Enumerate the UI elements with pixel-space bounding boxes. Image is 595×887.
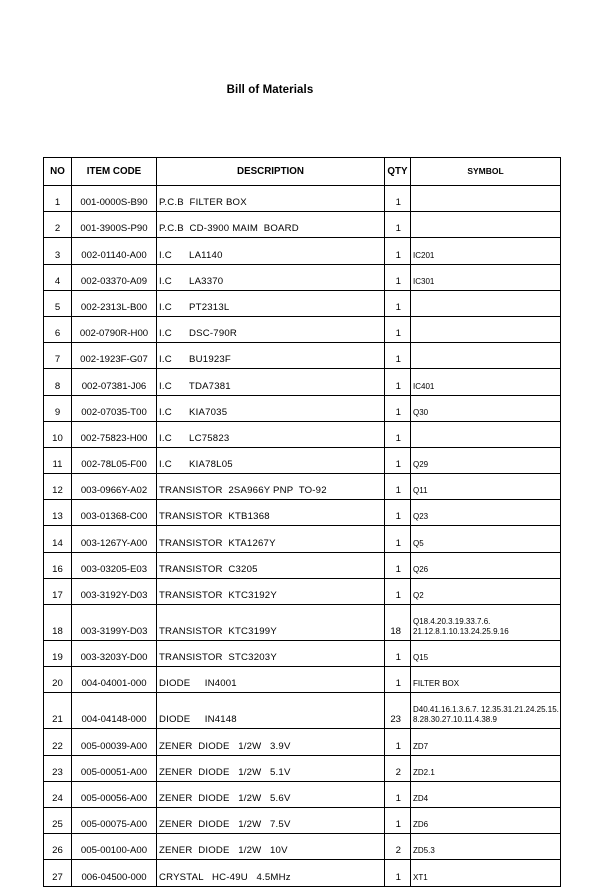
- cell-description: I.C LA1140: [157, 238, 385, 264]
- cell-item-code: 004-04001-000: [72, 667, 157, 693]
- cell-qty: 1: [385, 552, 411, 578]
- cell-item-code: 002-78L05-F00: [72, 447, 157, 473]
- cell-item-code: 002-03370-A09: [72, 264, 157, 290]
- cell-qty: 1: [385, 667, 411, 693]
- cell-description: I.C KIA78L05: [157, 447, 385, 473]
- cell-no: 27: [44, 860, 72, 886]
- cell-symbol: ZD5.3: [411, 834, 561, 860]
- cell-symbol: Q30: [411, 395, 561, 421]
- table-header-row: [44, 158, 561, 186]
- cell-symbol: ZD6: [411, 807, 561, 833]
- cell-qty: 1: [385, 526, 411, 552]
- cell-symbol: [411, 212, 561, 238]
- cell-symbol: [411, 316, 561, 342]
- cell-qty: 1: [385, 369, 411, 395]
- cell-description: DIODE IN4148: [157, 693, 385, 729]
- table-row: [44, 186, 561, 212]
- cell-symbol: D40.41.16.1.3.6.7. 12.35.31.21.24.25.15. 8.28.30.27.10.11.4.38.9: [411, 693, 561, 729]
- cell-description: I.C DSC-790R: [157, 316, 385, 342]
- cell-no: 21: [44, 693, 72, 729]
- table-row: [44, 447, 561, 473]
- cell-item-code: 002-0790R-H00: [72, 316, 157, 342]
- cell-item-code: 001-3900S-P90: [72, 212, 157, 238]
- cell-item-code: 005-00100-A00: [72, 834, 157, 860]
- cell-no: 1: [44, 186, 72, 212]
- bill-of-materials-table: [43, 157, 561, 887]
- cell-qty: 1: [385, 641, 411, 667]
- cell-no: 11: [44, 447, 72, 473]
- cell-description: I.C LC75823: [157, 421, 385, 447]
- table-row: [44, 807, 561, 833]
- cell-symbol: IC301: [411, 264, 561, 290]
- cell-item-code: 002-07035-T00: [72, 395, 157, 421]
- cell-no: 22: [44, 729, 72, 755]
- cell-item-code: 003-0966Y-A02: [72, 474, 157, 500]
- table-row: [44, 526, 561, 552]
- cell-no: 19: [44, 641, 72, 667]
- cell-qty: 1: [385, 316, 411, 342]
- cell-no: 6: [44, 316, 72, 342]
- cell-qty: 1: [385, 343, 411, 369]
- cell-qty: 1: [385, 395, 411, 421]
- cell-item-code: 004-04148-000: [72, 693, 157, 729]
- cell-description: I.C PT2313L: [157, 290, 385, 316]
- cell-symbol: Q2: [411, 578, 561, 604]
- cell-item-code: 003-1267Y-A00: [72, 526, 157, 552]
- cell-qty: 18: [385, 605, 411, 641]
- header-item-code: ITEM CODE: [72, 158, 157, 186]
- cell-item-code: 003-03205-E03: [72, 552, 157, 578]
- cell-symbol: Q23: [411, 500, 561, 526]
- cell-qty: 2: [385, 834, 411, 860]
- cell-symbol: Q26: [411, 552, 561, 578]
- table-row: [44, 212, 561, 238]
- cell-no: 26: [44, 834, 72, 860]
- cell-symbol: ZD4: [411, 781, 561, 807]
- table-row: [44, 290, 561, 316]
- cell-item-code: 005-00039-A00: [72, 729, 157, 755]
- cell-description: TRANSISTOR KTC3199Y: [157, 605, 385, 641]
- cell-no: 25: [44, 807, 72, 833]
- cell-symbol: [411, 186, 561, 212]
- cell-no: 4: [44, 264, 72, 290]
- cell-no: 23: [44, 755, 72, 781]
- cell-qty: 1: [385, 729, 411, 755]
- cell-no: 12: [44, 474, 72, 500]
- cell-description: I.C TDA7381: [157, 369, 385, 395]
- cell-symbol: [411, 421, 561, 447]
- table-row: [44, 395, 561, 421]
- cell-qty: 1: [385, 421, 411, 447]
- cell-qty: 1: [385, 500, 411, 526]
- cell-description: TRANSISTOR C3205: [157, 552, 385, 578]
- cell-no: 3: [44, 238, 72, 264]
- cell-description: TRANSISTOR KTB1368: [157, 500, 385, 526]
- cell-no: 16: [44, 552, 72, 578]
- cell-no: 5: [44, 290, 72, 316]
- header-qty: QTY: [385, 158, 411, 186]
- table-row: [44, 729, 561, 755]
- table-row: [44, 667, 561, 693]
- table-row: [44, 474, 561, 500]
- cell-qty: 1: [385, 474, 411, 500]
- table-row: [44, 343, 561, 369]
- cell-qty: 1: [385, 212, 411, 238]
- cell-description: I.C LA3370: [157, 264, 385, 290]
- cell-no: 8: [44, 369, 72, 395]
- cell-qty: 1: [385, 186, 411, 212]
- cell-item-code: 005-00075-A00: [72, 807, 157, 833]
- cell-no: 17: [44, 578, 72, 604]
- cell-no: 14: [44, 526, 72, 552]
- cell-description: ZENER DIODE 1/2W 5.6V: [157, 781, 385, 807]
- table-body: [44, 186, 561, 887]
- cell-item-code: 001-0000S-B90: [72, 186, 157, 212]
- cell-qty: 1: [385, 807, 411, 833]
- cell-item-code: 002-1923F-G07: [72, 343, 157, 369]
- table-row: [44, 860, 561, 886]
- table-row: [44, 755, 561, 781]
- cell-description: P.C.B FILTER BOX: [157, 186, 385, 212]
- cell-no: 24: [44, 781, 72, 807]
- cell-no: 20: [44, 667, 72, 693]
- table-row: [44, 641, 561, 667]
- cell-qty: 1: [385, 290, 411, 316]
- table-row: [44, 500, 561, 526]
- cell-qty: 1: [385, 781, 411, 807]
- page-title: Bill of Materials: [226, 84, 314, 96]
- table-row: [44, 421, 561, 447]
- cell-qty: 1: [385, 264, 411, 290]
- table-row: [44, 834, 561, 860]
- table-row: [44, 316, 561, 342]
- cell-symbol: IC401: [411, 369, 561, 395]
- cell-symbol: FILTER BOX: [411, 667, 561, 693]
- cell-symbol: XT1: [411, 860, 561, 886]
- table-row: [44, 578, 561, 604]
- table-row: [44, 605, 561, 641]
- cell-symbol: IC201: [411, 238, 561, 264]
- cell-no: 2: [44, 212, 72, 238]
- cell-item-code: 003-01368-C00: [72, 500, 157, 526]
- cell-item-code: 006-04500-000: [72, 860, 157, 886]
- cell-item-code: 003-3192Y-D03: [72, 578, 157, 604]
- cell-no: 10: [44, 421, 72, 447]
- cell-description: TRANSISTOR KTA1267Y: [157, 526, 385, 552]
- cell-qty: 1: [385, 578, 411, 604]
- cell-qty: 2: [385, 755, 411, 781]
- cell-description: I.C KIA7035: [157, 395, 385, 421]
- cell-symbol: ZD7: [411, 729, 561, 755]
- cell-symbol: Q11: [411, 474, 561, 500]
- cell-item-code: 005-00056-A00: [72, 781, 157, 807]
- cell-qty: 1: [385, 238, 411, 264]
- cell-description: TRANSISTOR 2SA966Y PNP TO-92: [157, 474, 385, 500]
- cell-description: CRYSTAL HC-49U 4.5MHz: [157, 860, 385, 886]
- cell-no: 9: [44, 395, 72, 421]
- cell-description: ZENER DIODE 1/2W 5.1V: [157, 755, 385, 781]
- cell-description: DIODE IN4001: [157, 667, 385, 693]
- cell-item-code: 002-2313L-B00: [72, 290, 157, 316]
- cell-symbol: Q5: [411, 526, 561, 552]
- table-row: [44, 552, 561, 578]
- cell-description: I.C BU1923F: [157, 343, 385, 369]
- cell-no: 7: [44, 343, 72, 369]
- cell-qty: 1: [385, 447, 411, 473]
- cell-symbol: Q18.4.20.3.19.33.7.6. 21.12.8.1.10.13.24.25.9.16: [411, 605, 561, 641]
- cell-no: 18: [44, 605, 72, 641]
- cell-description: TRANSISTOR KTC3192Y: [157, 578, 385, 604]
- cell-description: TRANSISTOR STC3203Y: [157, 641, 385, 667]
- cell-description: P.C.B CD-3900 MAIM BOARD: [157, 212, 385, 238]
- cell-description: ZENER DIODE 1/2W 10V: [157, 834, 385, 860]
- cell-description: ZENER DIODE 1/2W 7.5V: [157, 807, 385, 833]
- table-row: [44, 693, 561, 729]
- header-description: DESCRIPTION: [157, 158, 385, 186]
- cell-symbol: Q29: [411, 447, 561, 473]
- cell-item-code: 002-75823-H00: [72, 421, 157, 447]
- cell-item-code: 003-3199Y-D03: [72, 605, 157, 641]
- header-no: NO: [44, 158, 72, 186]
- table-row: [44, 264, 561, 290]
- cell-item-code: 002-01140-A00: [72, 238, 157, 264]
- cell-qty: 23: [385, 693, 411, 729]
- cell-symbol: [411, 290, 561, 316]
- cell-description: ZENER DIODE 1/2W 3.9V: [157, 729, 385, 755]
- cell-symbol: ZD2.1: [411, 755, 561, 781]
- cell-symbol: [411, 343, 561, 369]
- table-row: [44, 238, 561, 264]
- cell-no: 13: [44, 500, 72, 526]
- cell-item-code: 005-00051-A00: [72, 755, 157, 781]
- header-symbol: SYMBOL: [411, 158, 561, 186]
- table-row: [44, 369, 561, 395]
- table-row: [44, 781, 561, 807]
- cell-symbol: Q15: [411, 641, 561, 667]
- cell-qty: 1: [385, 860, 411, 886]
- cell-item-code: 003-3203Y-D00: [72, 641, 157, 667]
- cell-item-code: 002-07381-J06: [72, 369, 157, 395]
